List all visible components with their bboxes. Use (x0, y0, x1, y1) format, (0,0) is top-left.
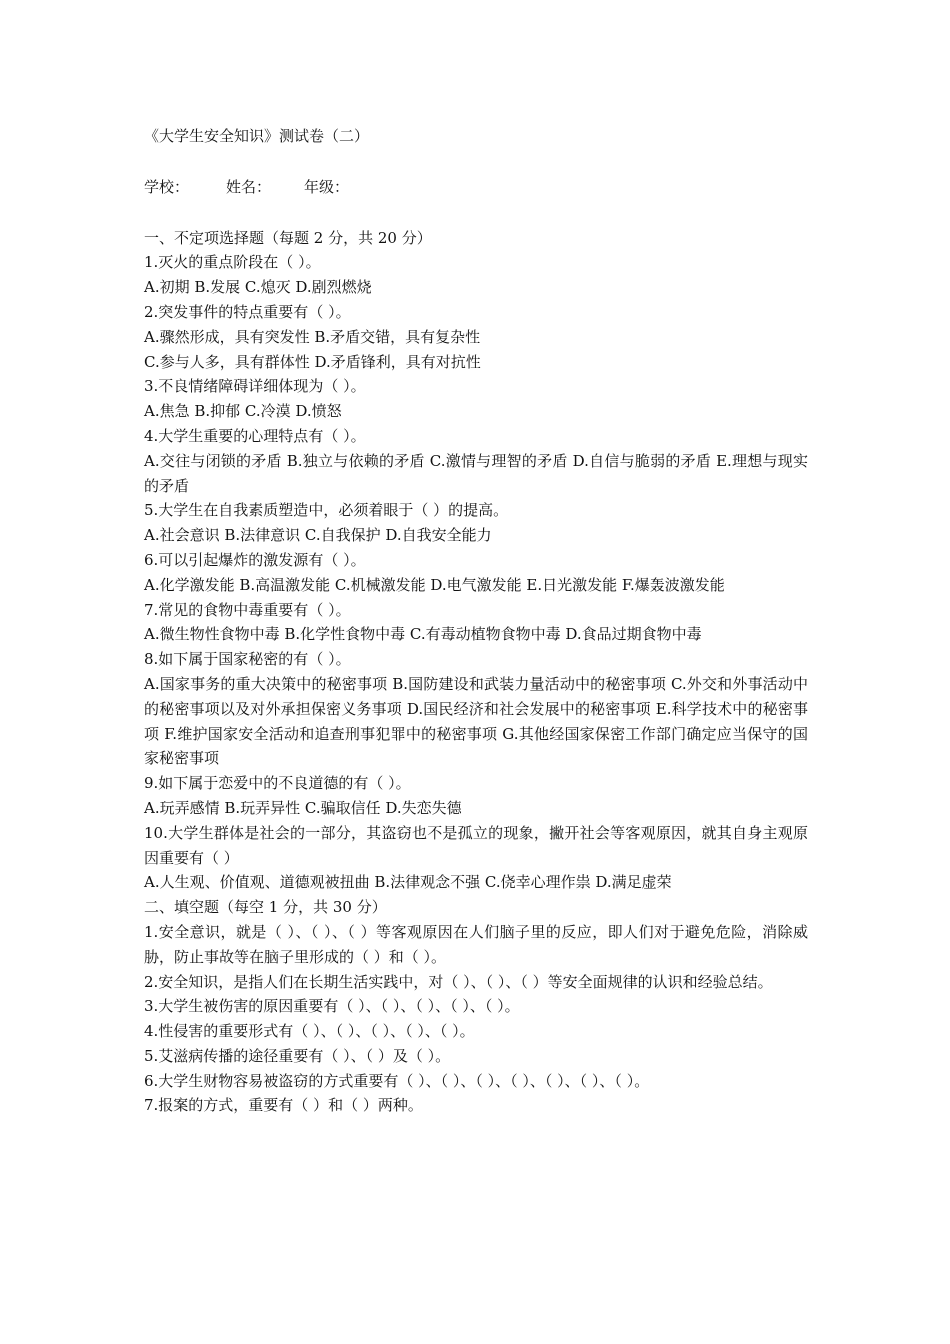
document-title: 《大学生安全知识》测试卷（二） (144, 127, 370, 145)
question-options: A.焦急 B.抑郁 C.冷漠 D.愤怒 (144, 402, 342, 421)
fill-blank-item: 1.安全意识，就是（ ）、（ ）、（ ）等客观原因在人们脑子里的反应，即人们对于避免危险，消除威胁，防止事故等在脑子里形成的（ ）和（ ）。 (144, 922, 808, 966)
question-text: 9.如下属于恋爱中的不良道德的有（ ）。 (144, 774, 411, 793)
question-text: 10.大学生群体是社会的一部分，其盗窃也不是孤立的现象，撇开社会等客观原因，就其自身主观原因重要有（ ） (144, 823, 808, 867)
question-options: A.国家事务的重大决策中的秘密事项 B.国防建设和武装力量活动中的秘密事项 C.外交和外事活动中的秘密事项以及对外承担保密义务事项 D.国民经济和社会发展中的秘密事项 E.科学技术中的秘密事项 F.维护国家安全活动和追查刑事犯罪中的秘密事项 G.其他经国家保密工作部门确定应当保守的国家秘密事项 (144, 674, 808, 768)
question-options: C.参与人多，具有群体性 D.矛盾锋利，具有对抗性 (144, 352, 481, 371)
fill-blank-item: 3.大学生被伤害的原因重要有（ ）、（ ）、（ ）、（ ）、（ ）。 (144, 997, 520, 1016)
fill-blank-item: 7.报案的方式，重要有（ ）和（ ）两种。 (144, 1096, 423, 1115)
question-text: 3.不良情绪障碍详细体现为（ ）。 (144, 377, 366, 396)
section2-heading: 二、填空题（每空 1 分，共 30 分） (144, 898, 387, 917)
question-text: 4.大学生重要的心理特点有（ ）。 (144, 426, 366, 445)
document-body (144, 124, 808, 1118)
question-text: 6.可以引起爆炸的激发源有（ ）。 (144, 550, 366, 569)
fill-blank-item: 5.艾滋病传播的途径重要有（ ）、（ ）及（ ）。 (144, 1046, 451, 1065)
question-options: A.初期 B.发展 C.熄灭 D.剧烈燃烧 (144, 278, 372, 297)
school-label: 学校： (144, 177, 190, 196)
fill-blank-item: 2.安全知识，是指人们在长期生活实践中，对（ ）、（ ）、（ ）等安全面规律的认识和经验总结。 (144, 972, 773, 991)
fill-blank-item: 6.大学生财物容易被盗窃的方式重要有（ ）、（ ）、（ ）、（ ）、（ ）、（ ）、（ ）。 (144, 1071, 650, 1090)
question-options: A.骤然形成，具有突发性 B.矛盾交错，具有复杂性 (144, 327, 481, 346)
question-text: 1.灭火的重点阶段在（ ）。 (144, 253, 321, 272)
question-text: 5.大学生在自我素质塑造中，必须着眼于（ ）的提高。 (144, 501, 509, 520)
question-options: A.微生物性食物中毒 B.化学性食物中毒 C.有毒动植物食物中毒 D.食品过期食物中毒 (144, 625, 702, 644)
name-label: 姓名： (226, 177, 272, 196)
question-text: 2.突发事件的特点重要有（ ）。 (144, 302, 351, 321)
question-options: A.人生观、价值观、道德观被扭曲 B.法律观念不强 C.侥幸心理作祟 D.满足虚荣 (144, 873, 672, 892)
question-text: 7.常见的食物中毒重要有（ ）。 (144, 600, 351, 619)
question-options: A.社会意识 B.法律意识 C.自我保护 D.自我安全能力 (144, 526, 492, 545)
fill-blank-item: 4.性侵害的重要形式有（ ）、（ ）、（ ）、（ ）、（ ）。 (144, 1022, 475, 1041)
section1-heading: 一、不定项选择题（每题 2 分，共 20 分） (144, 228, 432, 247)
student-info-line (144, 175, 808, 200)
question-options: A.化学激发能 B.高温激发能 C.机械激发能 D.电气激发能 E.日光激发能 F.爆轰波激发能 (144, 575, 725, 594)
question-text: 8.如下属于国家秘密的有（ ）。 (144, 650, 351, 669)
grade-label: 年级： (304, 177, 350, 196)
question-options: A.交往与闭锁的矛盾 B.独立与依赖的矛盾 C.激情与理智的矛盾 D.自信与脆弱的矛盾 E.理想与现实的矛盾 (144, 451, 808, 495)
question-options: A.玩弄感情 B.玩弄异性 C.骗取信任 D.失恋失德 (144, 798, 462, 817)
